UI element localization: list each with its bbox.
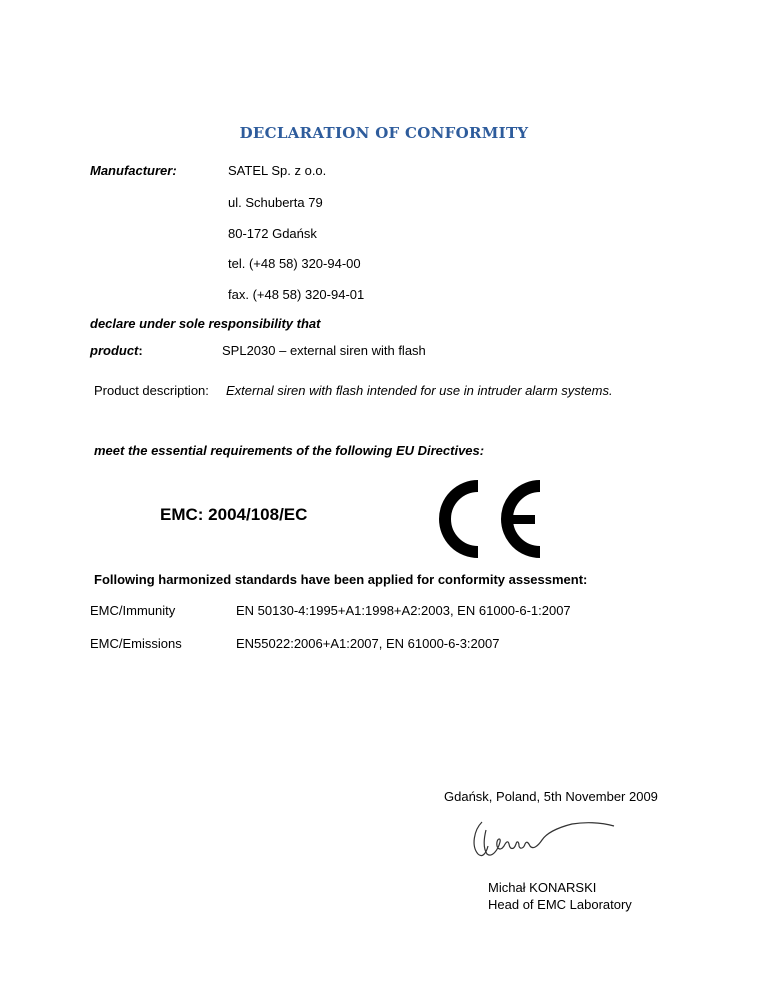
directives-statement: meet the essential requirements of the following EU Directives: (94, 443, 485, 458)
ce-mark-icon (424, 480, 548, 558)
place-date: Gdańsk, Poland, 5th November 2009 (444, 789, 658, 804)
manufacturer-tel: tel. (+48 58) 320-94-00 (228, 256, 361, 271)
product-colon: : (138, 343, 143, 358)
page-title: DECLARATION OF CONFORMITY (239, 124, 529, 142)
signatory-name: Michał KONARSKI (488, 880, 597, 895)
signatory-position: Head of EMC Laboratory (488, 897, 632, 912)
product-label: product (90, 343, 139, 358)
standard-value-immunity: EN 50130-4:1995+A1:1998+A2:2003, EN 61000-6-1:2007 (236, 603, 571, 618)
product-label-wrap (90, 343, 143, 358)
manufacturer-city: 80-172 Gdańsk (228, 226, 317, 241)
directive-label: EMC: 2004/108/EC (160, 505, 308, 524)
manufacturer-fax: fax. (+48 58) 320-94-01 (228, 287, 365, 302)
standards-statement: Following harmonized standards have been applied for conformity assessment: (94, 572, 588, 587)
product-description-value: External siren with flash intended for use in intruder alarm systems. (226, 383, 613, 398)
standard-label-immunity: EMC/Immunity (90, 603, 176, 618)
standard-label-emissions: EMC/Emissions (90, 636, 182, 651)
manufacturer-name: SATEL Sp. z o.o. (228, 163, 327, 178)
product-description-label: Product description: (94, 383, 209, 398)
declare-statement: declare under sole responsibility that (90, 316, 321, 331)
manufacturer-street: ul. Schuberta 79 (228, 195, 323, 210)
manufacturer-label: Manufacturer: (90, 163, 177, 178)
standard-value-emissions: EN55022:2006+A1:2007, EN 61000-6-3:2007 (236, 636, 500, 651)
signature-icon (468, 816, 618, 860)
product-value: SPL2030 – external siren with flash (222, 343, 426, 358)
